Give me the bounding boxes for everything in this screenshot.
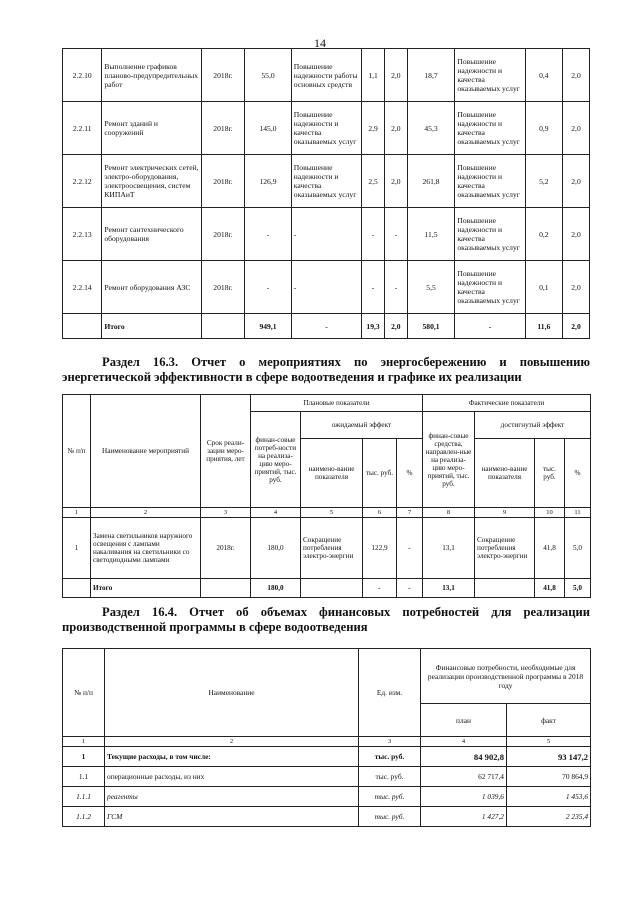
table-row: 2.2.10 Выполнение графиков планово-предупредительных работ 2018г. 55,0 Повышение надежности работы основных средств 1,1 2,0 18,7 Повышение надежности и качества оказываемых услуг 0,4 2,0	[63, 49, 590, 102]
hdr-unit: Ед. изм.	[359, 649, 421, 737]
section-16-3-line1: Раздел 16.3. Отчет о мероприятиях по энергосбережению и повышению	[102, 355, 590, 369]
column-number: 4	[251, 508, 301, 518]
column-number: 2	[91, 508, 201, 518]
table-row: 2.2.13 Ремонт сантехнического оборудования 2018г. - - - - 11,5 Повышение надежности и качества оказываемых услуг 0,2 2,0	[63, 208, 590, 261]
hdr-fact-eff-pct: %	[565, 439, 591, 508]
total-row: Итого 180,0 - - 13,1 41,8 5,0	[63, 579, 591, 598]
column-number: 5	[507, 737, 591, 747]
hdr-fin-needs: Финансовые потребности, необходимые для реализации производственной программы в 2018 году	[421, 649, 591, 704]
section-16-4-heading	[62, 605, 590, 635]
column-number: 2	[105, 737, 359, 747]
total-row: Итого 949,1 - 19,3 2,0 580,1 - 11,6 2,0	[63, 314, 590, 339]
hdr-name: Наименование	[105, 649, 359, 737]
hdr-fact-eff-name: наимено-вание показателя	[475, 439, 535, 508]
hdr-plan-effect: ожидаемый эффект	[301, 412, 423, 439]
hdr-plan-need: финан-совые потреб-ности на реализа-цию меро-приятий, тыс. руб.	[251, 412, 301, 508]
column-number: 4	[421, 737, 507, 747]
hdr-name: Наименование мероприятий	[91, 395, 201, 508]
column-number: 3	[359, 737, 421, 747]
section-16-3-line2: энергетической эффективности в сфере водоотведения и графике их реализации	[62, 370, 522, 384]
column-number: 1	[63, 737, 105, 747]
hdr-fact-eff-val: тыс. руб.	[535, 439, 565, 508]
hdr-num: № п/п	[63, 395, 91, 508]
column-number: 5	[301, 508, 363, 518]
section-16-3-heading	[62, 355, 590, 385]
page-number: 14	[314, 36, 326, 50]
column-number: 7	[397, 508, 423, 518]
section-16-4-line1: Раздел 16.4. Отчет об объемах финансовых потребностей для реализации	[102, 605, 590, 619]
table-row: 2.2.11 Ремонт зданий и сооружений 2018г. 145,0 Повышение надежности и качества оказываемых услуг 2,9 2,0 45,3 Повышение надежности и качества оказываемых услуг 0,9 2,0	[63, 102, 590, 155]
table-row: 1 Замена светильников наружного освещения с лампами накаливания на светильники со светодиодными лампами 2018г. 180,0 Сокращение потребления электро-энергии 122,9 - 13,1 Сокращение потребления электро-энергии 41,8 5,0	[63, 518, 591, 579]
table-row: 2.2.14 Ремонт оборудования АЗС 2018г. - - - - 5,5 Повышение надежности и качества оказываемых услуг 0,1 2,0	[63, 261, 590, 314]
hdr-plan-eff-val: тыс. руб.	[363, 439, 397, 508]
table-row: 1.1 операционные расходы, из них тыс. руб. 62 717,4 70 864,9	[63, 767, 591, 787]
column-number: 8	[423, 508, 475, 518]
section-16-4-line2: производственной программы в сфере водоотведения	[62, 620, 368, 634]
hdr-term: Срок реали-зации меро-приятия, лет	[201, 395, 251, 508]
column-number: 9	[475, 508, 535, 518]
hdr-plan: план	[421, 704, 507, 737]
energy-saving-table	[62, 394, 591, 598]
hdr-fact: факт	[507, 704, 591, 737]
column-number: 6	[363, 508, 397, 518]
table-row: 1.1.2 ГСМ тыс. руб. 1 427,2 2 235,4	[63, 807, 591, 827]
hdr-plan-eff-pct: %	[397, 439, 423, 508]
column-number: 10	[535, 508, 565, 518]
hdr-num: № п/п	[63, 649, 105, 737]
hdr-plan: Плановые показатели	[251, 395, 423, 412]
hdr-plan-eff-name: наимено-вание показателя	[301, 439, 363, 508]
table-row: 1.1.1 реагенты тыс. руб. 1 039,6 1 453,6	[63, 787, 591, 807]
repair-table	[62, 48, 590, 339]
financial-needs-table	[62, 648, 591, 827]
hdr-fact-fin: финан-совые средства, направлен-ные на реализа-цию меро-приятий, тыс. руб.	[423, 412, 475, 508]
table-row: 2.2.12 Ремонт электрических сетей, электро-оборудования, электроосвещения, систем КИПАиТ 2018г. 126,9 Повышение надежности и качества оказываемых услуг 2,5 2,0 261,8 Повышение надежности и качества оказываемых услуг 5,2 2,0	[63, 155, 590, 208]
column-number: 3	[201, 508, 251, 518]
column-number: 11	[565, 508, 591, 518]
hdr-fact-effect: достигнутый эффект	[475, 412, 591, 439]
column-number: 1	[63, 508, 91, 518]
table-row: 1 Текущие расходы, в том числе: тыс. руб. 84 902,8 93 147,2	[63, 747, 591, 767]
hdr-fact: Фактические показатели	[423, 395, 591, 412]
